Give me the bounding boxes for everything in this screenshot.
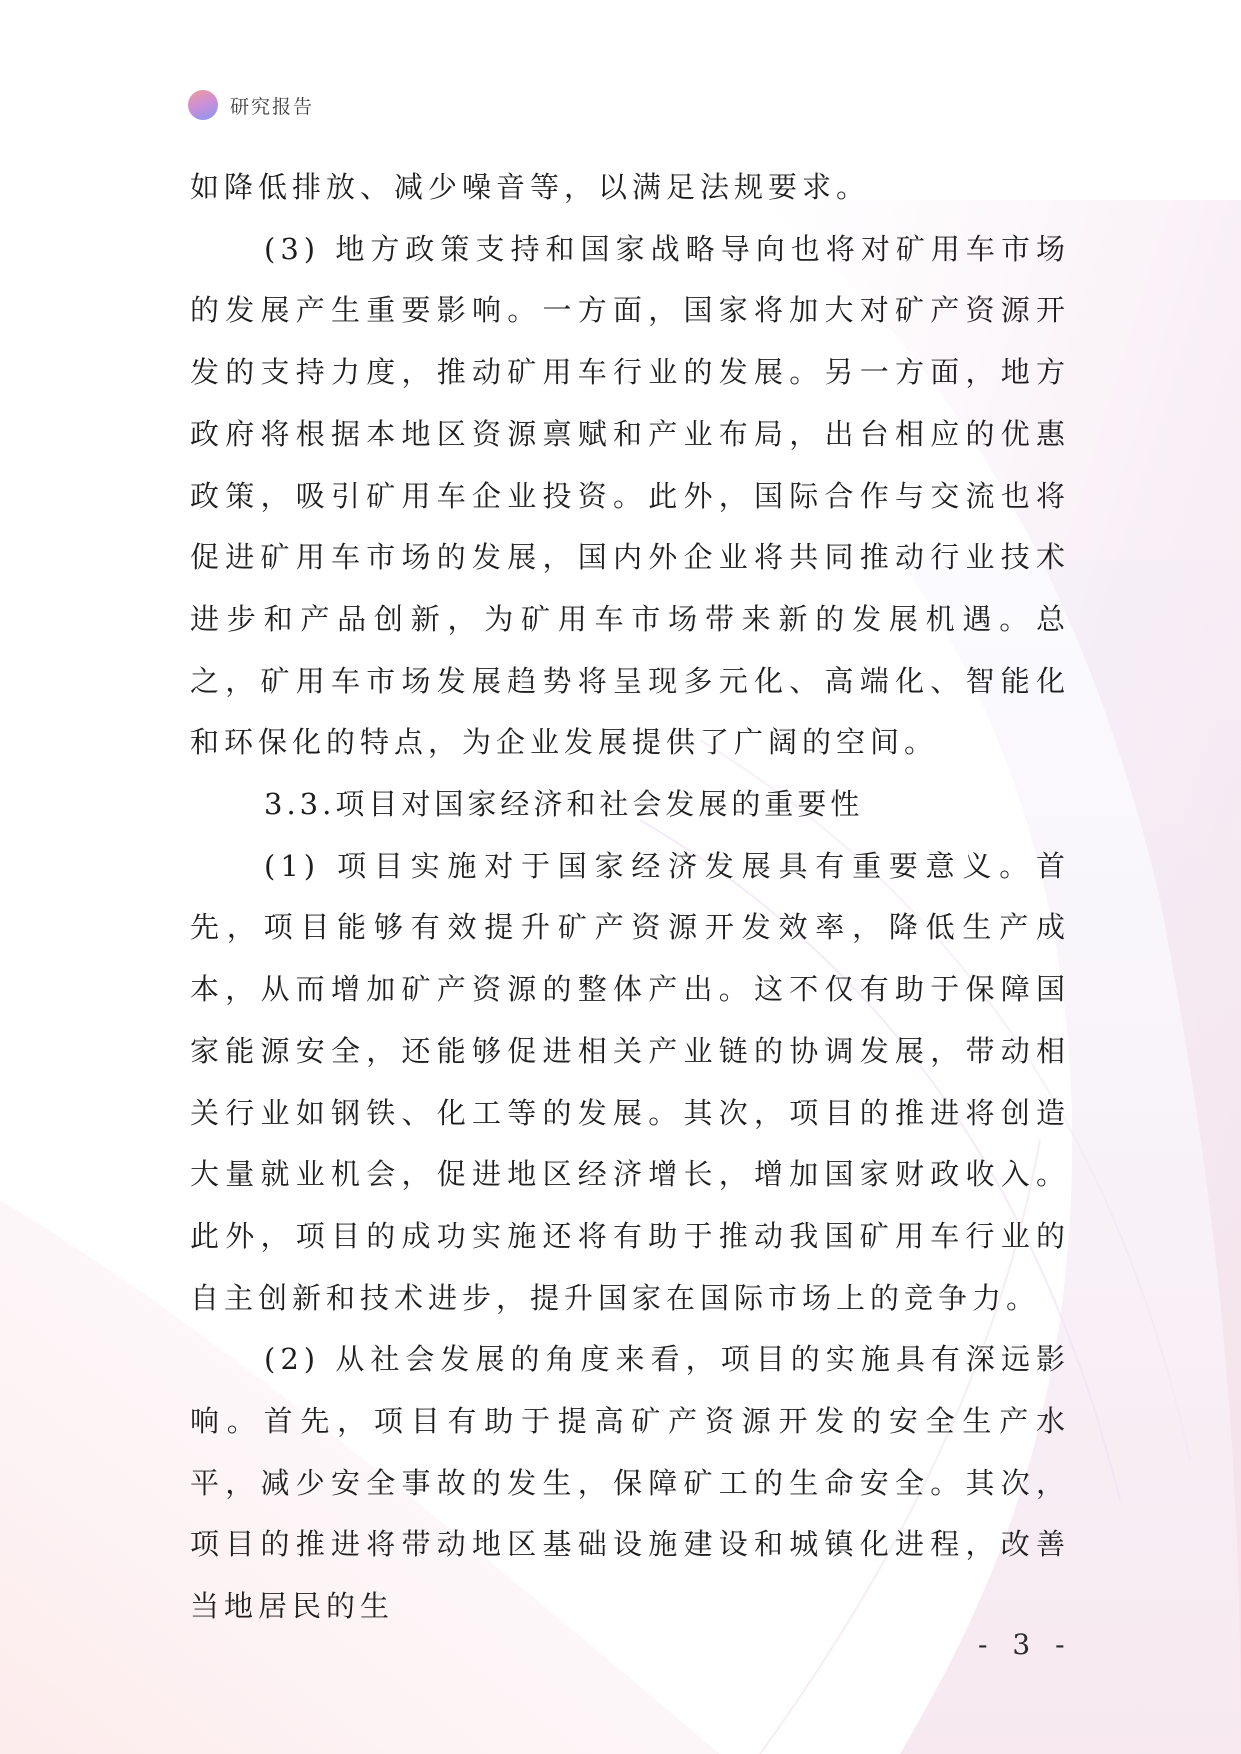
- header-title: 研究报告: [230, 95, 315, 118]
- paragraph: 如降低排放、减少噪音等，以满足法规要求。: [190, 170, 871, 204]
- logo-circle-icon: [188, 90, 218, 120]
- paragraph: (3) 地方政策支持和国家战略导向也将对矿用车市场的发展产生重要影响。一方面，国家将加大对矿产资源开发的支持力度，推动矿用车行业的发展。另一方面，地方政府将根据本地区资源禀赋和产业布局，出台相应的优惠政策，吸引矿用车企业投资。此外，国际合作与交流也将促进矿用车市场的发展，国内外企业将共同推动行业技术进步和产品创新，为矿用车市场带来新的发展机遇。总之，矿用车市场发展趋势将呈现多元化、高端化、智能化和环保化的特点，为企业发展提供了广阔的空间。: [190, 231, 1070, 760]
- paragraph: (2) 从社会发展的角度来看，项目的实施具有深远影响。首先，项目有助于提高矿产资源开发的安全生产水平，减少安全事故的发生，保障矿工的生命安全。其次，项目的推进将带动地区基础设施建设和城镇化进程，改善当地居民的生: [190, 1342, 1070, 1624]
- document-body: [190, 157, 1070, 1638]
- page-number: - 3 -: [978, 1628, 1073, 1661]
- paragraph: (1) 项目实施对于国家经济发展具有重要意义。首先，项目能够有效提升矿产资源开发效率，降低生产成本，从而增加矿产资源的整体产出。这不仅有助于保障国家能源安全，还能够促进相关产业链的协调发展，带动相关行业如钢铁、化工等的发展。其次，项目的推进将创造大量就业机会，促进地区经济增长，增加国家财政收入。此外，项目的成功实施还将有助于推动我国矿用车行业的自主创新和技术进步，提升国家在国际市场上的竞争力。: [190, 848, 1070, 1315]
- section-heading: 3.3.项目对国家经济和社会发展的重要性: [264, 787, 864, 822]
- page-header: [188, 88, 314, 122]
